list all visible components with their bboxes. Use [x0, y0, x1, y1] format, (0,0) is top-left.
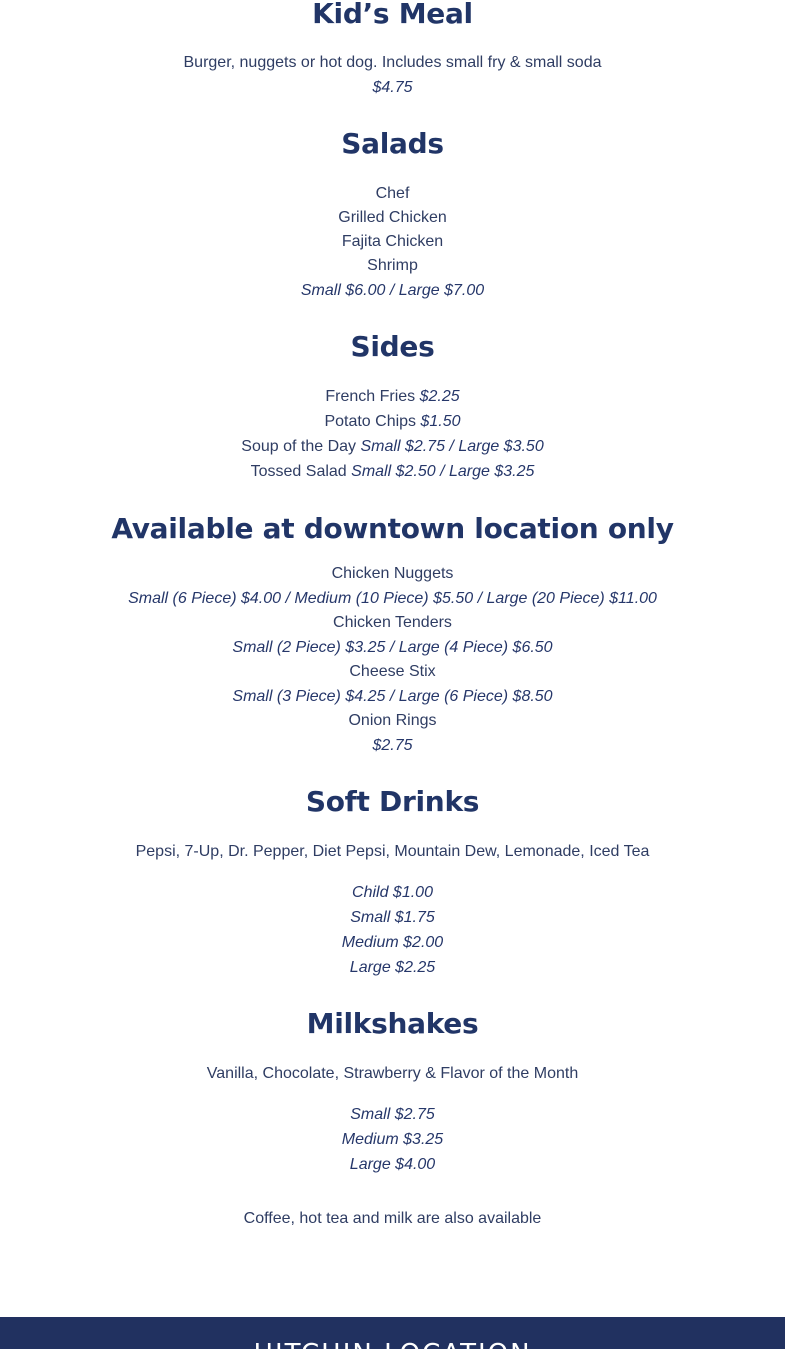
side-item: [0, 410, 785, 434]
side-item-name: Potato Chips: [324, 413, 417, 430]
soft-drinks-description: Pepsi, 7-Up, Dr. Pepper, Diet Pepsi, Mountain Dew, Lemonade, Iced Tea: [135, 843, 650, 860]
downtown-item-name: Chicken Nuggets: [331, 565, 454, 582]
downtown-item-name: Chicken Tenders: [333, 614, 452, 631]
salads-price: Small $6.00 / Large $7.00: [300, 282, 485, 299]
milkshakes-heading: Milkshakes: [306, 1007, 479, 1040]
salad-item: Shrimp: [367, 257, 418, 274]
downtown-item-price: Small (6 Piece) $4.00 / Medium (10 Piece) $5.50 / Large (20 Piece) $11.00: [128, 590, 657, 607]
side-item: [0, 385, 785, 409]
salad-item: Fajita Chicken: [341, 233, 444, 250]
soft-drinks-heading: Soft Drinks: [305, 785, 480, 818]
milkshake-price: Small $2.75: [350, 1106, 435, 1123]
downtown-item-name: Cheese Stix: [349, 663, 436, 680]
footer-bar: [0, 1317, 785, 1369]
side-item-name: French Fries: [325, 388, 416, 405]
side-item: [0, 460, 785, 484]
beverage-note: Coffee, hot tea and milk are also available: [243, 1210, 542, 1227]
side-item-price: $1.50: [420, 413, 461, 430]
downtown-item-price: Small (2 Piece) $3.25 / Large (4 Piece) $6.50: [232, 639, 553, 656]
downtown-item-price: Small (3 Piece) $4.25 / Large (6 Piece) $8.50: [232, 688, 553, 705]
milkshakes-description: Vanilla, Chocolate, Strawberry & Flavor of the Month: [206, 1065, 579, 1082]
salads-heading: Salads: [341, 127, 444, 160]
soft-drink-price: Small $1.75: [350, 909, 435, 926]
soft-drink-price: Medium $2.00: [341, 934, 444, 951]
salad-item: Chef: [375, 185, 410, 202]
kids-meal-price: $4.75: [372, 79, 413, 96]
side-item-price: Small $2.75 / Large $3.50: [360, 438, 544, 455]
downtown-item-price: $2.75: [372, 737, 413, 754]
side-item-name: Soup of the Day: [241, 438, 357, 455]
salad-item: Grilled Chicken: [338, 209, 447, 226]
milkshake-price: Large $4.00: [349, 1156, 436, 1173]
sides-heading: Sides: [350, 330, 435, 363]
soft-drink-price: Large $2.25: [349, 959, 436, 976]
side-item-name: Tossed Salad: [250, 463, 347, 480]
downtown-heading: Available at downtown location only: [111, 512, 674, 545]
kids-meal-heading: Kid’s Meal: [312, 0, 473, 30]
milkshake-price: Medium $3.25: [341, 1131, 444, 1148]
footer-title: HITCHIN LOCATION: [253, 1339, 532, 1369]
soft-drink-price: Child $1.00: [352, 884, 433, 901]
side-item: [0, 435, 785, 459]
downtown-item-name: Onion Rings: [348, 712, 437, 729]
side-item-price: Small $2.50 / Large $3.25: [351, 463, 535, 480]
side-item-price: $2.25: [419, 388, 460, 405]
kids-meal-description: Burger, nuggets or hot dog. Includes small fry & small soda: [183, 54, 602, 71]
